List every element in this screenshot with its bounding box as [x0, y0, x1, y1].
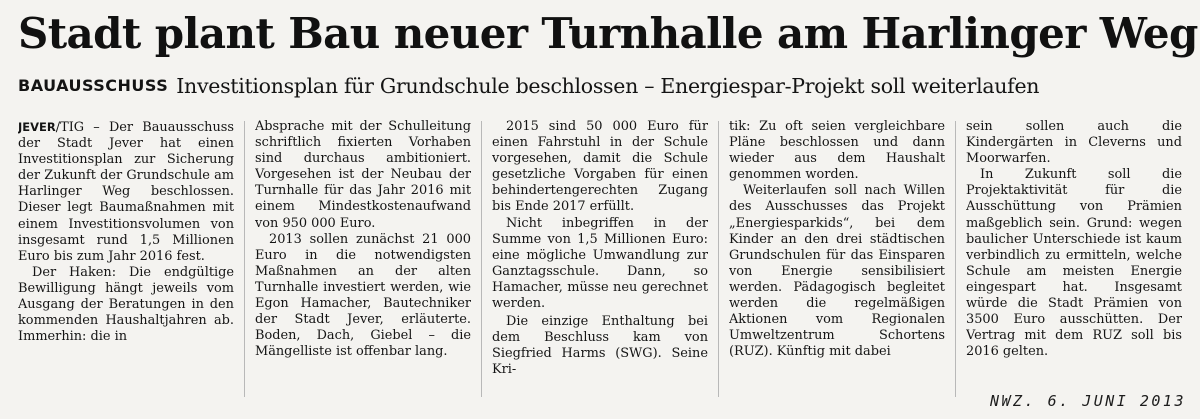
paragraph: 2015 sind 50 000 Euro für einen Fahrstuhl in der Schule vorgesehen, damit die Schule gesetzliche Vorgaben für einen behindertengerechten Zugang bis Ende 2017 erfüllt. [492, 119, 708, 215]
column-4 [729, 119, 945, 399]
column-3 [492, 119, 708, 399]
paragraph: Der Haken: Die endgültige Bewilligung hängt jeweils vom Ausgang der Beratungen in den kommenden Haushaltjahren ab. Immerhin: die in [18, 264, 234, 345]
author: /TIG [55, 120, 85, 135]
paragraph: Weiterlaufen soll nach Willen des Ausschusses das Projekt „Energiesparkids“, bei dem Kinder an den drei städtischen Grundschulen für das Einsparen von Energie sensibilisiert werden. Pädagogisch begleitet werden die regelmäßigen Aktionen vom Regionalen Umweltzentrum Schortens (RUZ). Künftig mit dabei [729, 183, 945, 360]
paragraph-text: – Der Bauausschuss der Stadt Jever hat einen Investitionsplan zur Sicherung der Zukunft der Grundschule am Harlinger Weg beschlossen. Dieser legt Baumaßnahmen mit einem Investitionsvolumen von insgesamt rund 1,5 Millionen Euro bis zum Jahr 2016 fest. [18, 120, 234, 264]
column-divider [481, 121, 482, 397]
source-stamp: NWZ. 6. JUNI 2013 [989, 392, 1186, 410]
column-2 [255, 119, 471, 399]
subheadline: Investitionsplan für Grundschule beschlossen – Energiespar-Projekt soll weiterlaufen [176, 74, 1040, 98]
paragraph: Nicht inbegriffen in der Summe von 1,5 Millionen Euro: eine mögliche Umwandlung zur Ganztagsschule. Dann, so Hamacher, müsse neu gerechnet werden. [492, 215, 708, 312]
paragraph: tik: Zu oft seien vergleichbare Pläne beschlossen und dann wieder aus dem Haushalt genommen worden. [729, 119, 945, 183]
headline: Stadt plant Bau neuer Turnhalle am Harlinger Weg [18, 9, 1198, 58]
paragraph: In Zukunft soll die Projektaktivität für die Ausschüttung von Prämien maßgeblich sein. Grund: wegen baulicher Unterschiede ist kaum verbindlich zu ermitteln, welche Schule am meisten Energie eingespart hat. Insgesamt würde die Stadt Prämien von 3500 Euro ausschütten. Der Vertrag mit dem RUZ soll bis 2016 gelten. [966, 167, 1182, 360]
kicker: BAUAUSSCHUSS [18, 76, 169, 95]
subheadline-row [18, 66, 1188, 108]
paragraph: Die einzige Enthaltung bei dem Beschluss kam von Siegfried Harms (SWG). Seine Kri- [492, 314, 708, 378]
column-divider [718, 121, 719, 397]
paragraph: sein sollen auch die Kindergärten in Cleverns und Moorwarfen. [966, 119, 1182, 167]
column-5 [966, 119, 1182, 399]
paragraph: 2013 sollen zunächst 21 000 Euro in die notwendigsten Maßnahmen an der alten Turnhalle investiert werden, wie Egon Hamacher, Bautechniker der Stadt Jever, erläuterte. Boden, Dach, Giebel – die Mängelliste ist offenbar lang. [255, 231, 471, 360]
paragraph: Absprache mit der Schulleitung schriftlich fixierten Vorhaben sind durchaus ambitioniert. Vorgesehen ist der Neubau der Turnhalle für das Jahr 2016 mit einem Mindestkostenaufwand von 950 000 Euro. [255, 119, 471, 231]
column-divider [955, 121, 956, 397]
column-1 [18, 119, 234, 399]
dateline: JEVER [18, 120, 56, 134]
column-divider [244, 121, 245, 397]
paragraph [18, 119, 234, 265]
article-body [18, 119, 1190, 399]
